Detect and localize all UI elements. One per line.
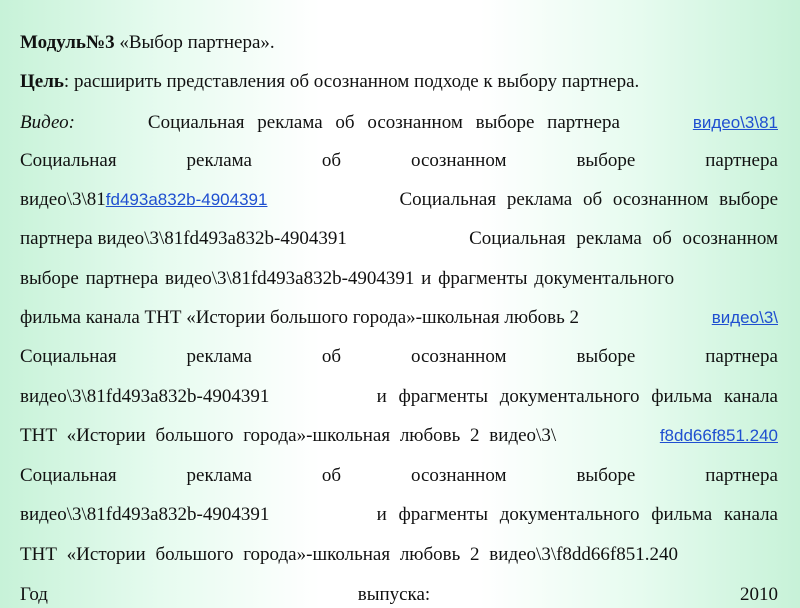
word: осознанном — [411, 465, 507, 486]
video-path-text: видео\3\81fd493a832b-4904391 — [20, 386, 270, 407]
video-path-text: видео\3\81fd493a832b-4904391 — [20, 504, 270, 525]
module-title — [20, 30, 778, 56]
video-path-text: видео\3\81 — [20, 189, 106, 210]
word: партнера — [705, 465, 778, 486]
goal-line — [20, 69, 778, 95]
video-line-1 — [20, 110, 778, 136]
video-link-2[interactable]: fd493a832b-4904391 — [105, 190, 268, 209]
module-title-number: Модуль№3 — [20, 32, 115, 53]
video-line-4-text: партнера видео\3\81fd493a832b-4904391 — [20, 228, 347, 249]
word: выборе — [576, 346, 636, 367]
video-line-5-text: выборе партнера видео\3\81fd493a832b-4904391 и фрагменты документального — [20, 268, 675, 289]
video-line-3-text: Социальная реклама об осознанном выборе — [399, 189, 778, 210]
goal-label: Цель — [20, 71, 64, 92]
word: выборе — [576, 465, 636, 486]
word: осознанном — [411, 346, 507, 367]
video-line-6-text: фильма канала ТНТ «Истории большого города»-школьная любовь 2 — [20, 307, 580, 328]
video-line-4 — [20, 226, 778, 252]
video-line-3-group — [20, 187, 267, 213]
word: реклама — [186, 346, 252, 367]
release-year-line — [20, 582, 778, 608]
video-line-11 — [20, 502, 778, 528]
video-line-1-text: Социальная реклама об осознанном выборе партнера — [147, 112, 620, 133]
video-line-12 — [20, 542, 778, 568]
word: осознанном — [411, 150, 507, 171]
word: Социальная — [20, 465, 117, 486]
video-link-5[interactable]: f8dd66f851.240 — [659, 426, 778, 445]
video-line-5 — [20, 266, 778, 292]
video-line-9 — [20, 423, 778, 449]
video-line-4-post: Социальная реклама об осознанном — [469, 228, 778, 249]
word: Социальная — [20, 150, 117, 171]
goal-text: : расширить представления об осознанном подходе к выбору партнера. — [63, 71, 640, 92]
video-line-7 — [20, 344, 778, 370]
video-line-10 — [20, 463, 778, 489]
word: об — [321, 346, 342, 367]
fragments-text: и фрагменты документального фильма канала — [376, 386, 778, 407]
video-line-4-group — [20, 226, 361, 252]
word: партнера — [705, 150, 778, 171]
video-line-12-text: ТНТ «Истории большого города»-школьная любовь 2 видео\3\f8dd66f851.240 — [20, 544, 679, 565]
word: партнера — [705, 346, 778, 367]
video-line-2 — [20, 148, 778, 174]
word: Социальная — [20, 346, 117, 367]
release-year-value: 2010 — [740, 584, 778, 605]
word: реклама — [186, 150, 252, 171]
video-label: Видео: — [20, 112, 75, 133]
video-link-4[interactable]: видео\3\ — [711, 308, 778, 327]
word: выборе — [576, 150, 636, 171]
word: об — [321, 150, 342, 171]
video-line-3 — [20, 187, 778, 213]
video-line-6 — [20, 305, 778, 331]
release-year-label: Год — [20, 584, 48, 605]
module-title-text: «Выбор партнера». — [114, 32, 275, 53]
word: реклама — [186, 465, 252, 486]
word: об — [321, 465, 342, 486]
video-line-9-text: ТНТ «Истории большого города»-школьная любовь 2 видео\3\ — [20, 425, 557, 446]
fragments-text: и фрагменты документального фильма канала — [376, 504, 778, 525]
video-line-8 — [20, 384, 778, 410]
release-year-label: выпуска: — [357, 584, 431, 605]
video-link-1[interactable]: видео\3\81 — [692, 113, 778, 132]
